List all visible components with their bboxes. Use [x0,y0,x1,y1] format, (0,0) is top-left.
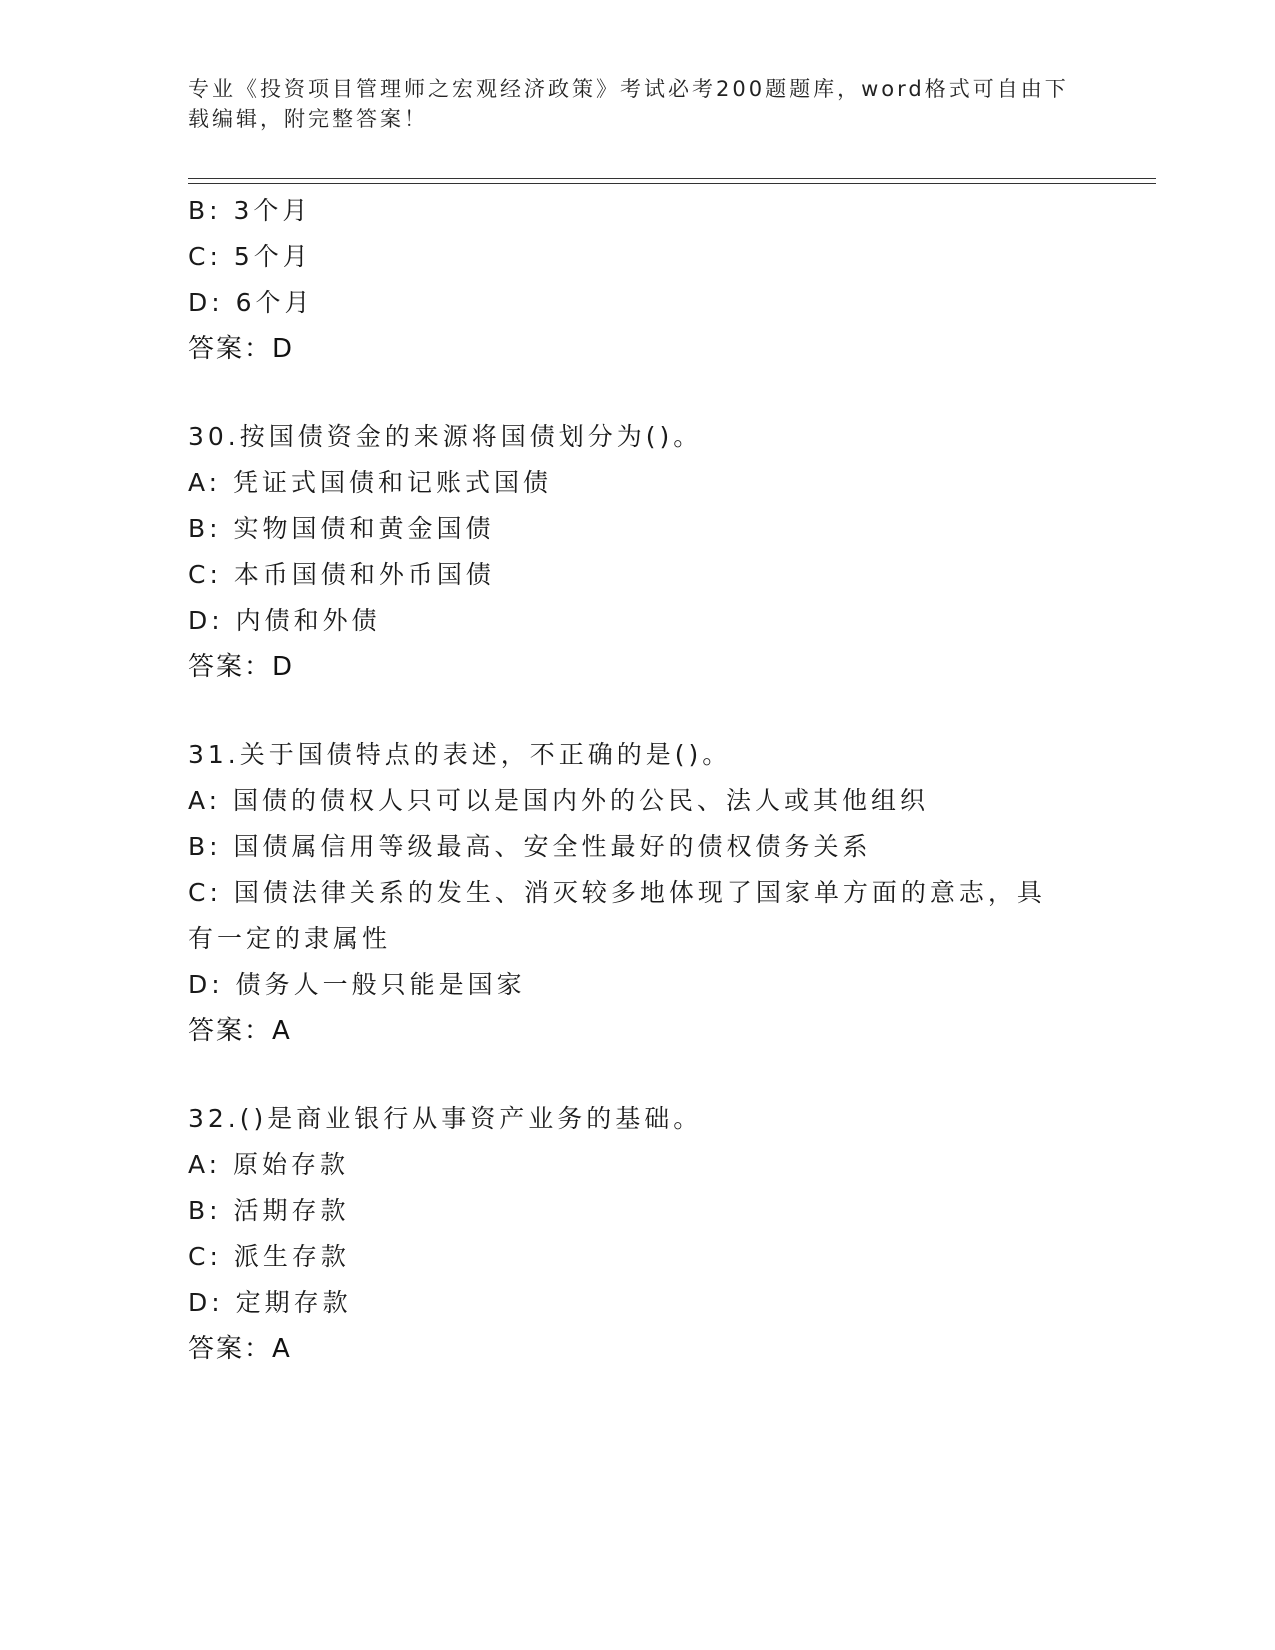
answer-line: 答案：D [188,652,295,682]
document-header [188,74,1078,134]
option-c: C: 派生存款 [188,1242,350,1271]
answer-value: A [272,1016,292,1046]
option-d: D: 内债和外债 [188,606,381,635]
question-32 [188,1096,1088,1372]
header-rule-bottom [188,183,1156,184]
option-a: A: 凭证式国债和记账式国债 [188,468,553,497]
question-31 [188,732,1088,1054]
question-stem: 31.关于国债特点的表述，不正确的是()。 [188,740,732,769]
question-30 [188,414,1088,690]
question-stem: 30.按国债资金的来源将国债划分为()。 [188,422,703,451]
answer-value: D [272,334,295,364]
option-c: C: 本币国债和外币国债 [188,560,495,589]
option-b: B: 活期存款 [188,1196,350,1225]
header-rule-top [188,178,1156,179]
header-title: 专业《投资项目管理师之宏观经济政策》考试必考200题题库，word格式可自由下载编辑，附完整答案！ [188,77,1069,131]
question-number: 30. [188,422,240,451]
option-b: B: 3个月 [188,196,312,225]
answer-line: 答案：D [188,334,295,364]
option-b: B: 实物国债和黄金国债 [188,514,495,543]
option-c: C: 5个月 [188,242,312,271]
option-b: B: 国债属信用等级最高、安全性最好的债权债务关系 [188,832,872,861]
answer-value: D [272,652,295,682]
option-d: D: 6个月 [188,288,314,317]
option-c: C: 国债法律关系的发生、消灭较多地体现了国家单方面的意志，具有一定的隶属性 [188,878,1046,953]
document-body [188,188,1088,1372]
answer-line: 答案：A [188,1334,292,1364]
option-d: D: 债务人一般只能是国家 [188,970,526,999]
question-stem: 32.()是商业银行从事资产业务的基础。 [188,1104,703,1133]
option-a: A: 国债的债权人只可以是国内外的公民、法人或其他组织 [188,786,930,815]
question-number: 31. [188,740,240,769]
answer-line: 答案：A [188,1016,292,1046]
answer-value: A [272,1334,292,1364]
option-d: D: 定期存款 [188,1288,352,1317]
question-number: 32. [188,1104,240,1133]
question-29-continued [188,188,1088,372]
option-a: A: 原始存款 [188,1150,350,1179]
